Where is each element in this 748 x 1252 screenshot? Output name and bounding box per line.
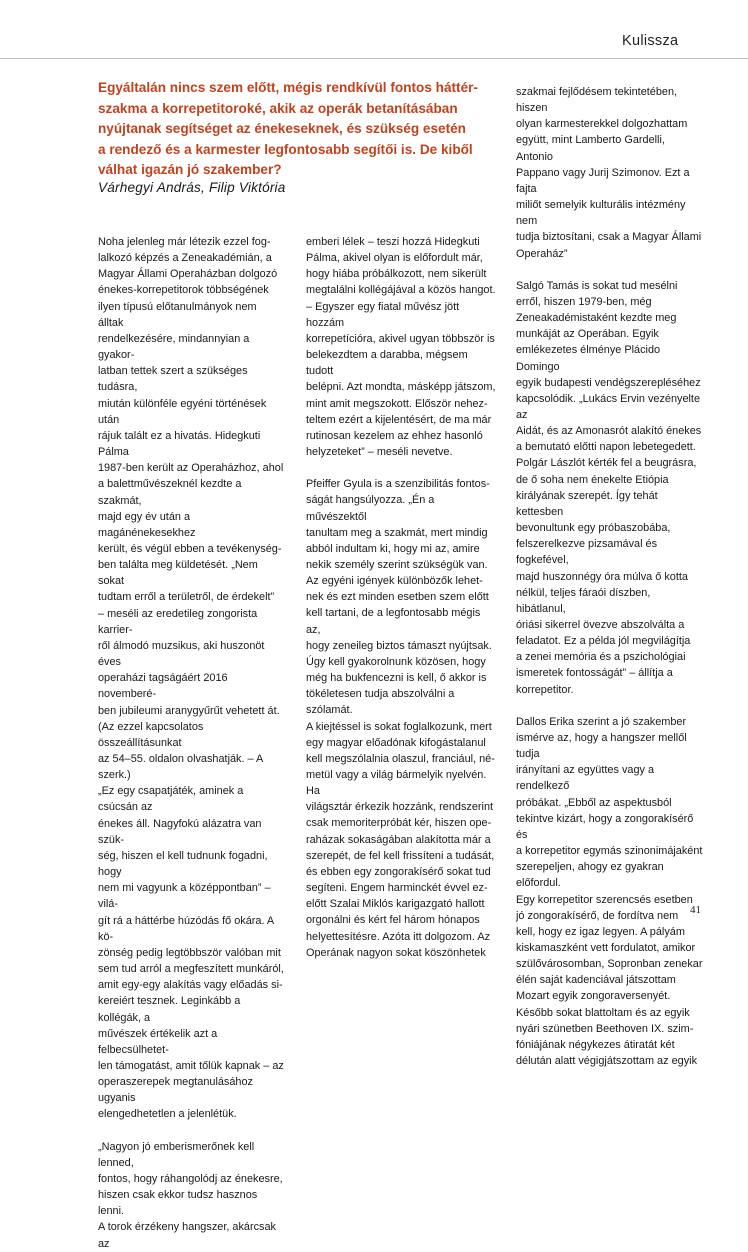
lead-line: nyújtanak segítséget az énekeseknek, és szükség esetén	[98, 121, 466, 136]
body-line: Pappano vagy Jurij Szimonov. Ezt a fajta	[516, 166, 690, 195]
body-line: amit egy-egy alakítás vagy előadás si-	[98, 979, 283, 992]
body-line: sem tud arról a megfeszített munkáról,	[98, 963, 284, 976]
body-line: orgonálni és kért fel három hónapos	[306, 914, 480, 927]
body-line: elengedhetetlen a jelenlétük.	[98, 1108, 237, 1121]
body-line: a bemutató előtti napon lebetegedett.	[516, 441, 696, 454]
body-line: rájuk talált ez a hivatás. Hidegkuti Pálma	[98, 429, 261, 459]
body-line: olyan karmesterekkel dolgozhattam	[516, 118, 688, 131]
lead-line: válhat igazán jó szakember?	[98, 162, 282, 177]
body-line: tekintve kizárt, hogy a zongorakísérő és	[516, 812, 694, 841]
body-line: bevonultunk egy próbaszobába,	[516, 522, 671, 535]
body-column-3	[516, 84, 703, 1069]
body-line: munkáját az Operában. Egyik	[516, 328, 659, 341]
lead-line: a rendező és a karmester legfontosabb segítői is. De kiből	[98, 141, 473, 157]
body-line: feladatot. Ez a példa jól megvilágítja	[516, 635, 691, 648]
body-line: raházak sokaságában alakította már a	[306, 833, 491, 846]
paragraph-gap	[98, 1123, 284, 1139]
body-line: rutinosan kezelem az ehhez hasonló	[306, 429, 483, 442]
body-line: ben jubileumi aranygyűrűt vehetett át.	[98, 704, 280, 717]
body-line: helyzeteket” – meséli nevetve.	[306, 446, 453, 459]
body-line: „Nagyon jó emberismerőnek kell lenned,	[98, 1140, 255, 1169]
body-line: Polgár Lászlót kérték fel a beugrásra,	[516, 457, 697, 470]
body-line: mint amit megszokott. Először nehez-	[306, 397, 488, 410]
body-line: került, és végül ebben a tevékenység-	[98, 542, 282, 555]
body-line: énekes-korrepetitorok többségének	[98, 284, 269, 297]
body-line: még ha bukfencezni is kell, ő akkor is	[306, 672, 487, 685]
body-line: „Ez egy csapatjáték, aminek a csúcsán az	[98, 785, 244, 814]
body-line: tökéletesen tudja abszolválni a szólamát.	[306, 688, 455, 717]
body-line: operaszerepek megtanulásához ugyanis	[98, 1076, 253, 1105]
body-line: csak memoriterpróbát kér, hiszen ope-	[306, 817, 492, 830]
section-title: Kulissza	[622, 33, 679, 49]
body-line: tanultam meg a szakmát, mert mindig	[306, 526, 488, 539]
body-line: kell megszólalnia olaszul, franciául, né-	[306, 752, 495, 765]
body-line: tudja biztosítani, csak a Magyar Állami	[516, 231, 702, 244]
body-line: nek és ezt minden esetben szem előtt	[306, 591, 489, 604]
body-line: királyának szerepét. Így tehát kettesben	[516, 489, 658, 518]
body-line: élén saját kadenciával játszottam	[516, 974, 676, 987]
body-line: emlékezetes élménye Plácido Domingo	[516, 344, 661, 373]
body-line: rendelkezésére, mindannyian a gyakor-	[98, 332, 250, 362]
body-line: jó zongorakísérő, de fordítva nem	[516, 909, 679, 922]
body-line: ismérve az, hogy a hangszer mellől tudja	[516, 731, 687, 761]
body-line: világsztár érkezik hozzánk, rendszerint	[306, 801, 494, 814]
article-authors: Várhegyi András, Filip Viktória	[98, 180, 286, 195]
body-line: Magyar Állami Operaházban dolgozó	[98, 268, 278, 281]
body-line: megtalálni kollégájával a közös hangot.	[306, 284, 496, 297]
body-line: Az egyéni igények különbözők lehet-	[306, 575, 483, 588]
body-line: segíteni. Engem harminckét évvel ez-	[306, 882, 488, 895]
body-line: az 54–55. oldalon olvashatják. – A szerk.)	[98, 753, 263, 782]
body-line: Zeneakadémistaként kezdte meg	[516, 312, 677, 325]
body-line: egy magyar előadónak kifogástalanul	[306, 736, 486, 749]
body-line: Pfeiffer Gyula is a szenzibilitás fontos-	[306, 478, 490, 491]
body-line: énekes áll. Nagyfokú alázatra van szük-	[98, 817, 262, 846]
body-line: Egy korrepetitor szerencsés esetben	[516, 893, 693, 906]
body-column-1	[98, 234, 284, 1252]
body-line: hogy hiába próbálkozott, nem sikerült	[306, 268, 487, 281]
body-line: kell tartani, de a legfontosabb mégis az,	[306, 607, 481, 636]
body-line: ságát hangsúlyozza. „Én a művészektől	[306, 494, 435, 523]
body-line: abból indultam ki, hogy mi az, amire	[306, 542, 480, 555]
lead-line: Egyáltalán nincs szem előtt, mégis rendkívül fontos háttér-	[98, 80, 478, 95]
body-line: ilyen típusú előtanulmányok nem álltak	[98, 300, 257, 329]
body-line: ben találta meg küldetését. „Nem sokat	[98, 559, 258, 588]
body-line: A torok érzékeny hangszer, akárcsak az	[98, 1221, 276, 1250]
body-line: 1987-ben került az Operaházhoz, ahol	[98, 462, 284, 475]
body-line: előtt Szalai Miklós karigazgató hallott	[306, 898, 485, 911]
body-line: egyik budapesti vendégszerepléséhez	[516, 376, 701, 389]
body-line: – Egyszer egy fiatal művész jött hozzám	[306, 300, 460, 329]
body-line: a balettművészeknél kezdte a szakmát,	[98, 478, 242, 507]
body-line: kapcsolódik. „Lukács Ervin vezényelte az	[516, 392, 701, 421]
body-line: emberi lélek – teszi hozzá Hidegkuti	[306, 236, 480, 248]
body-line: szerepeljen, ahogy ez gyakran előfordul.	[516, 861, 664, 890]
paragraph-gap	[516, 262, 703, 278]
body-line: belekezdtem a darabba, mégsem tudott	[306, 349, 468, 378]
body-line: Operaház”	[516, 247, 568, 260]
body-line: a zenei memória és a pszichológiai	[516, 651, 686, 664]
body-line: Aidát, és az Amonasrót alakító énekes	[516, 425, 702, 438]
body-line: zönség pedig legtöbbször valóban mit	[98, 946, 281, 959]
body-line: szerepét, de fel kell frissíteni a tudását,	[306, 849, 495, 862]
body-line: fontos, hogy ráhangolódj az énekesre,	[98, 1172, 283, 1185]
paragraph-gap	[306, 460, 496, 476]
body-line: hogy zeneileg biztos támaszt nyújtsak.	[306, 639, 492, 652]
body-line: ről álmodó muzsikus, aki huszonöt éves	[98, 639, 265, 669]
body-line: – meséli az eredetileg zongorista karrier-	[98, 607, 258, 636]
body-line: Noha jelenleg már létezik ezzel fog-	[98, 236, 271, 248]
header-rule	[0, 58, 748, 59]
body-line: A kiejtéssel is sokat foglalkozunk, mert	[306, 720, 492, 733]
body-line: délután alatt végigjátszottam az egyik	[516, 1055, 698, 1068]
body-line: lalkozó képzés a Zeneakadémián, a	[98, 252, 272, 265]
body-line: fóniájának négykezes átiratát két	[516, 1038, 675, 1051]
body-line: művészek értékelik azt a felbecsülhetet-	[98, 1027, 218, 1056]
body-line: helyettesítésre. Azóta itt dolgozom. Az	[306, 930, 491, 943]
body-line: szakmai fejlődésem tekintetében, hiszen	[516, 86, 678, 115]
body-line: kiskamaszként vett fordulatot, amikor	[516, 941, 696, 954]
body-line: len támogatást, amit tőlük kapnak – az	[98, 1059, 284, 1072]
lead-line: szakma a korrepetitoroké, akik az operák betanításában	[98, 100, 458, 116]
body-line: ismeretek fontosságát” – állítja a	[516, 667, 673, 680]
body-line: korrepetícióra, akivel ugyan többször is	[306, 332, 495, 345]
body-line: miután különféle egyéni történések után	[98, 397, 267, 426]
body-line: de ő soha nem énekelte Etiópia	[516, 473, 669, 486]
body-line: nem mi vagyunk a középpontban” – vilá-	[98, 882, 271, 911]
body-line: Salgó Tamás is sokat tud mesélni	[516, 279, 678, 292]
lead-paragraph	[98, 78, 503, 181]
body-line: hiszen csak ekkor tudsz hasznos lenni.	[98, 1189, 258, 1218]
body-line: majd egy év után a magánénekesekhez	[98, 510, 196, 539]
body-column-2	[306, 234, 496, 961]
body-line: együtt, mint Lamberto Gardelli, Antonio	[516, 134, 665, 163]
body-line: szülővárosomban, Sopronban zenekar	[516, 958, 703, 971]
body-line: tudtam erről a területről, de érdekelt”	[98, 591, 275, 604]
body-line: kereiért tesznek. Leginkább a kollégák, a	[98, 995, 241, 1024]
body-line: metül vagy a világ bármelyik nyelvén. Ha	[306, 769, 487, 798]
body-line: Úgy kell gyakorolnunk közösen, hogy	[306, 655, 486, 668]
body-line: ség, hiszen el kell tudnunk fogadni, hogy	[98, 849, 268, 879]
body-line: Dallos Erika szerint a jó szakember	[516, 715, 687, 728]
body-line: óriási sikerrel övezve abszolválta a	[516, 619, 685, 631]
body-line: teltem ezért a kijelentésért, de ma már	[306, 413, 492, 426]
body-line: Pálma, akivel olyan is előfordult már,	[306, 252, 483, 265]
page-number: 41	[690, 904, 701, 916]
body-line: belépni. Azt mondta, másképp játszom,	[306, 381, 496, 394]
paragraph-gap	[516, 698, 703, 714]
body-line: miliőt semelyik kulturális intézmény nem	[516, 199, 686, 228]
body-line: korrepetitor.	[516, 683, 574, 696]
body-line: Operának nagyon sokat köszönhetek	[306, 946, 486, 959]
body-line: nekik személy szerint szükségük van.	[306, 558, 488, 571]
body-line: operaházi tagságáért 2016 novemberé-	[98, 672, 228, 701]
body-line: és ebben egy zongorakísérő sokat tud	[306, 865, 491, 878]
body-line: nyári szünetben Beethoven IX. szim-	[516, 1022, 694, 1035]
body-line: felszerelkezve pizsamával és fogkefével,	[516, 538, 658, 567]
body-line: próbákat. „Ebből az aspektusból	[516, 796, 672, 809]
body-line: gít rá a háttérbe húzódás fő okára. A kö-	[98, 914, 274, 943]
body-line: a korrepetitor egymás szinonimájaként	[516, 845, 703, 858]
body-line: kell, hogy ez igaz legyen. A pályám	[516, 925, 685, 938]
body-line: latban tettek szert a szükséges tudásra,	[98, 365, 248, 394]
body-line: nélkül, teljes fáraói díszben, hibátlanul,	[516, 586, 651, 615]
body-line: irányítani az együttes vagy a rendelkező	[516, 764, 655, 793]
body-line: Később sokat blattoltam és az egyik	[516, 1006, 690, 1019]
body-line: majd huszonnégy óra múlva ő kotta	[516, 570, 688, 583]
body-line: Mozart egyik zongoraversenyét.	[516, 990, 671, 1003]
body-line: (Az ezzel kapcsolatos összeállításunkat	[98, 720, 204, 749]
body-line: erről, hiszen 1979-ben, még	[516, 295, 652, 308]
